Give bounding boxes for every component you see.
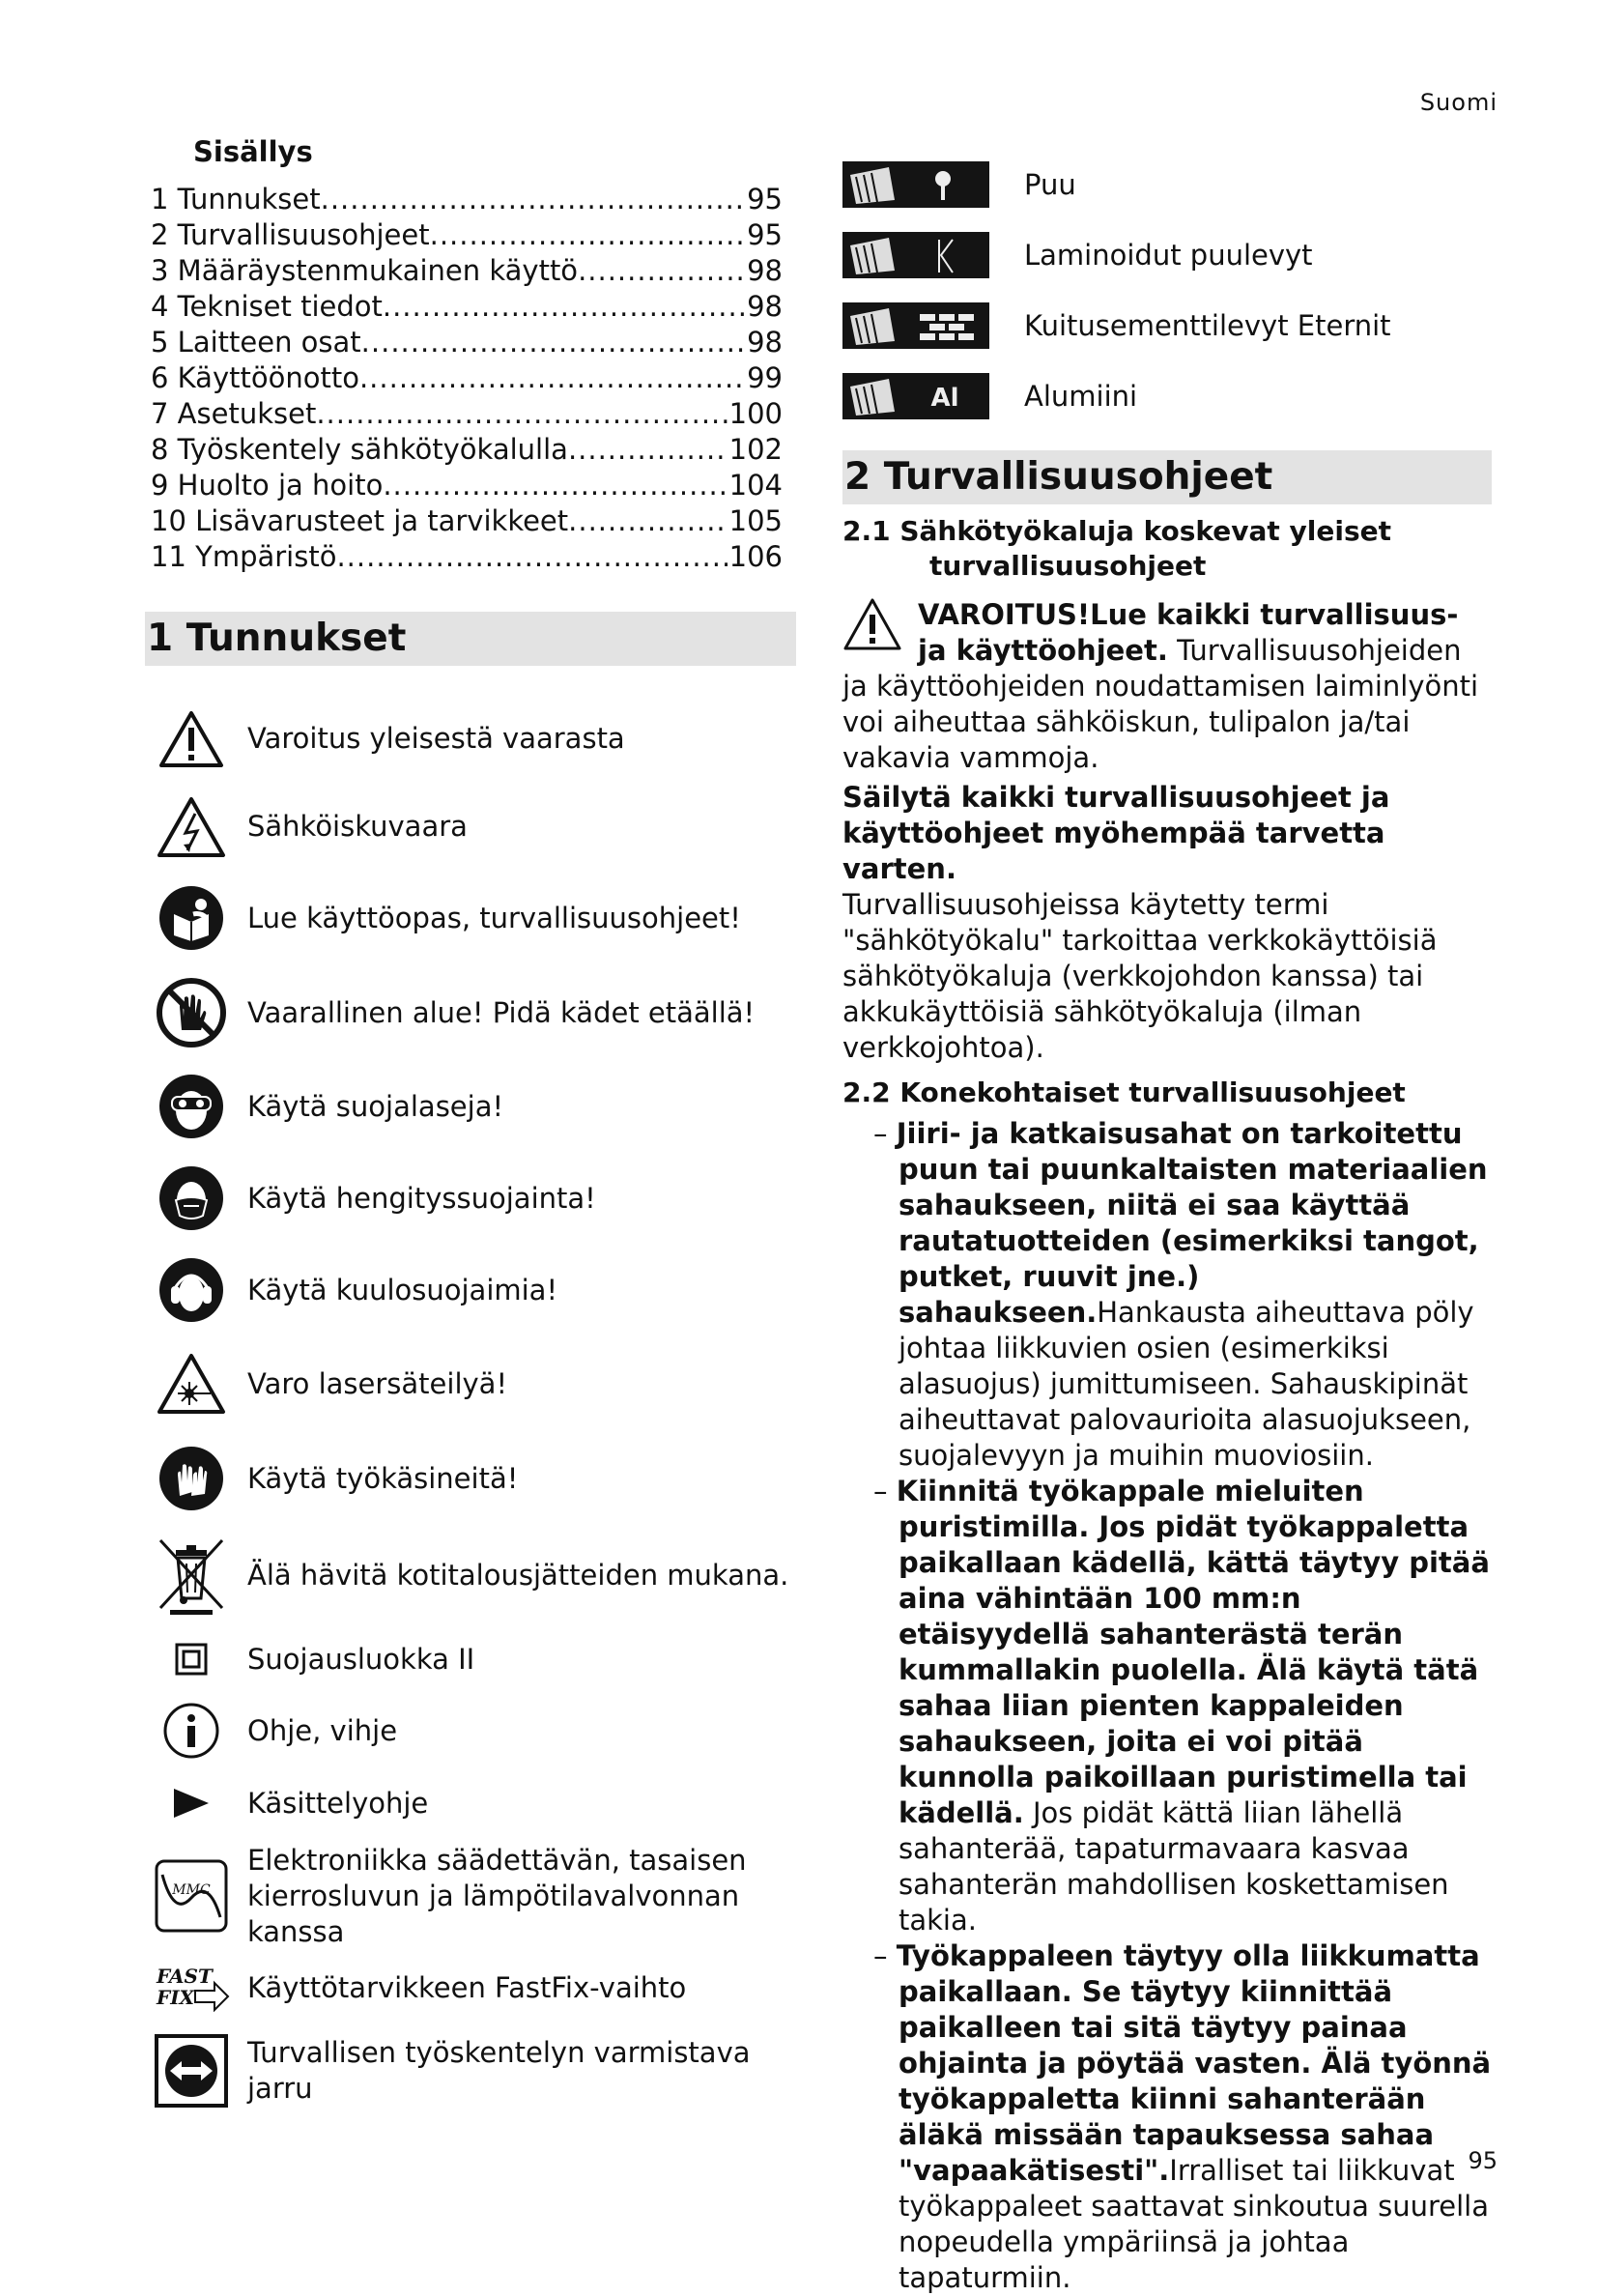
subsection-2-2-title: 2.2 Konekohtaiset turvallisuusohjeet <box>842 1076 1406 1108</box>
toc-leader <box>383 468 727 503</box>
symbol-row: Käytä työkäsineitä! <box>145 1431 796 1526</box>
toc-leader <box>316 396 727 432</box>
toc-item-label: 1 Tunnukset <box>151 183 321 215</box>
list-item: – Kiinnitä työkappale mieluiten puristimilla. Jos pidät työkappaletta paikallaan kädellä, kättä täytyy pitää aina vähintään 100 mm:n etäisyydellä sahanterästä terän kummallakin puolella. Älä käytä tätä sahaa liian pienten kappaleiden sahaukseen, joita ei voi pitää kunnolla paikoillaan puristimella tai kädellä. Jos pidät kättä liian lähellä sahanterää, tapaturmavaara kasvaa sahanterän mahdollisen koskettamisen takia. <box>873 1475 1490 1937</box>
laminated-board-blade-icon <box>842 232 989 278</box>
respirator-icon <box>145 1165 238 1231</box>
symbol-row: FAST FIX Käyttötarvikkeen FastFix-vaihto <box>145 1953 796 2023</box>
toc-item-page: 98 <box>747 326 783 359</box>
toc-item-page: 106 <box>728 540 783 573</box>
subsection-2-1-title: 2.1 Sähkötyökaluja koskevat yleiset turvallisuusohjeet <box>842 515 1391 582</box>
toc-item-page: 99 <box>747 361 783 394</box>
symbol-list <box>145 695 796 2119</box>
toc-item[interactable] <box>145 182 796 217</box>
material-row: Al Alumiini <box>842 360 1492 431</box>
page-language: Suomi <box>1419 89 1498 116</box>
toc-item-page: 95 <box>747 218 783 251</box>
fastfix-icon <box>145 1964 238 2012</box>
toc-leader <box>361 325 745 360</box>
brake-icon <box>145 2034 238 2108</box>
warning-triangle-icon <box>842 597 912 661</box>
symbol-row: Vaarallinen alue! Pidä kädet etäällä! <box>145 965 796 1060</box>
toc-item[interactable] <box>145 253 796 289</box>
symbol-row: Käsittelyohje <box>145 1767 796 1839</box>
term-definition: Turvallisuusohjeissa käytetty termi "sähkötyökalu" tarkoittaa verkkokäyttöisiä sähkötyökaluja (verkkojohdon kanssa) tai akkukäyttöisiä sähkötyökaluja (ilman verkkojohtoa). <box>842 888 1438 1064</box>
protection-class-2-icon <box>145 1643 238 1676</box>
mmc-electronics-icon <box>145 1859 238 1933</box>
toc-item-label: 5 Laitteen osat <box>151 326 361 359</box>
toc-item-page: 105 <box>728 504 783 537</box>
toc-item-label: 7 Asetukset <box>151 397 317 430</box>
toc-item[interactable] <box>145 539 796 575</box>
toc-leader <box>383 289 745 325</box>
toc-item[interactable] <box>145 396 796 432</box>
toc-item-label: 8 Työskentely sähkötyökalulla <box>151 433 568 466</box>
toc-item[interactable] <box>145 432 796 468</box>
list-item: – Työkappaleen täytyy olla liikkumatta paikallaan. Se täytyy kiinnittää paikalleen tai sitä täytyy painaa ohjainta ja pöytää vasten. Älä työnnä työkappaletta kiinni sahanterään äläkä missään tapauksessa sahaa "vapaakätisesti".Irralliset tai liikkuvat työkappaleet saattavat sinkoutua suurella nopeudella ympäriinsä ja johtaa tapaturmiin. <box>873 1939 1492 2294</box>
table-of-contents <box>145 182 796 575</box>
toc-item-page: 102 <box>728 433 783 466</box>
material-row: Puu <box>842 149 1492 219</box>
toc-item-page: 95 <box>747 183 783 215</box>
right-column <box>842 135 1492 2296</box>
svg-text:FIX: FIX <box>157 1986 195 2009</box>
fibre-cement-blade-icon <box>842 302 989 349</box>
toc-item[interactable] <box>145 325 796 360</box>
toc-item[interactable] <box>145 360 796 396</box>
symbol-row: Lue käyttöopas, turvallisuusohjeet! <box>145 871 796 965</box>
toc-leader <box>321 182 745 217</box>
symbol-row: Käytä suojalaseja! <box>145 1060 796 1153</box>
toc-leader <box>568 503 728 539</box>
read-manual-icon <box>145 885 238 951</box>
play-arrow-icon <box>145 1787 238 1820</box>
symbol-row: Suojausluokka II <box>145 1624 796 1694</box>
symbol-row: Käytä kuulosuojaimia! <box>145 1244 796 1336</box>
toc-item-label: 6 Käyttöönotto <box>151 361 359 394</box>
toc-title: Sisällys <box>193 135 313 168</box>
toc-leader <box>578 253 745 289</box>
toc-item-label: 11 Ympäristö <box>151 540 337 573</box>
toc-item-label: 9 Huolto ja hoito <box>151 469 384 502</box>
toc-item[interactable] <box>145 289 796 325</box>
symbol-row: MMC Elektroniikka säädettävän, tasaisen kierrosluvun ja lämpötilavalvonnan kanssa <box>145 1839 796 1953</box>
left-column <box>145 135 796 2119</box>
toc-leader <box>336 539 727 575</box>
svg-text:FAST: FAST <box>157 1965 213 1988</box>
toc-item-page: 100 <box>728 397 783 430</box>
gloves-icon <box>145 1446 238 1511</box>
wood-blade-icon <box>842 161 989 208</box>
symbol-row: Ohje, vihje <box>145 1694 796 1767</box>
list-item: – Jiiri- ja katkaisusahat on tarkoitettu puun tai puunkaltaisten materiaalien sahaukseen, niitä ei saa käyttää rautatuotteiden (esimerkiksi tangot, putket, ruuvit jne.) sahaukseen.Hankausta aiheuttava pöly johtaa liikkuvien osien (esimerkiksi alasuojus) jumittumiseen. Sahauskipinät aiheuttavat palovaurioita alasuojukseen, suojalevyyn ja muihin muoviosiin. <box>873 1117 1488 1472</box>
material-list <box>842 149 1492 431</box>
page-number: 95 <box>1468 2147 1498 2174</box>
toc-item-page: 98 <box>747 290 783 323</box>
material-row: Laminoidut puulevyt <box>842 219 1492 290</box>
toc-item-label: 4 Tekniset tiedot <box>151 290 383 323</box>
toc-item[interactable] <box>145 468 796 503</box>
toc-leader <box>430 217 745 253</box>
electric-shock-icon <box>145 796 238 858</box>
laser-warning-icon <box>145 1353 238 1415</box>
keep-instructions-note: Säilytä kaikki turvallisuusohjeet ja käyttöohjeet myöhempää tarvetta varten. <box>842 781 1390 885</box>
toc-item-label: 2 Turvallisuusohjeet <box>151 218 430 251</box>
symbol-row: Turvallisen työskentelyn varmistava jarru <box>145 2023 796 2119</box>
toc-leader <box>568 432 728 468</box>
safety-goggles-icon <box>145 1074 238 1139</box>
toc-leader <box>359 360 745 396</box>
symbol-row: Älä hävitä kotitalousjätteiden mukana. <box>145 1526 796 1624</box>
info-icon <box>145 1702 238 1760</box>
symbol-row: Sähköiskuvaara <box>145 783 796 871</box>
toc-item-page: 104 <box>728 469 783 502</box>
svg-text:Al: Al <box>930 383 959 413</box>
aluminium-blade-icon <box>842 373 989 419</box>
material-row: Kuitusementtilevyt Eternit <box>842 290 1492 360</box>
section-1-heading: 1 Tunnukset <box>145 612 796 666</box>
section-2-heading: 2 Turvallisuusohjeet <box>842 450 1492 504</box>
svg-text:MMC: MMC <box>172 1882 211 1898</box>
toc-item-page: 98 <box>747 254 783 287</box>
toc-item-label: 10 Lisävarusteet ja tarvikkeet <box>151 504 569 537</box>
toc-item[interactable] <box>145 503 796 539</box>
symbol-row: Varoitus yleisestä vaarasta <box>145 695 796 783</box>
symbol-row: Varo lasersäteilyä! <box>145 1336 796 1431</box>
toc-item-label: 3 Määräystenmukainen käyttö <box>151 254 579 287</box>
toc-item[interactable] <box>145 217 796 253</box>
crossed-bin-icon <box>145 1535 238 1616</box>
no-hands-icon <box>145 978 238 1048</box>
ear-protection-icon <box>145 1257 238 1323</box>
symbol-row: Käytä hengityssuojainta! <box>145 1153 796 1244</box>
warning-triangle-icon <box>145 710 238 768</box>
warning-paragraph: VAROITUS!Lue kaikki turvallisuus- ja käyttöohjeet. Turvallisuusohjeiden ja käyttöohjeiden noudattamisen laiminlyönti voi aiheuttaa sähköiskun, tulipalon ja/tai vakavia vammoja. <box>842 598 1479 774</box>
